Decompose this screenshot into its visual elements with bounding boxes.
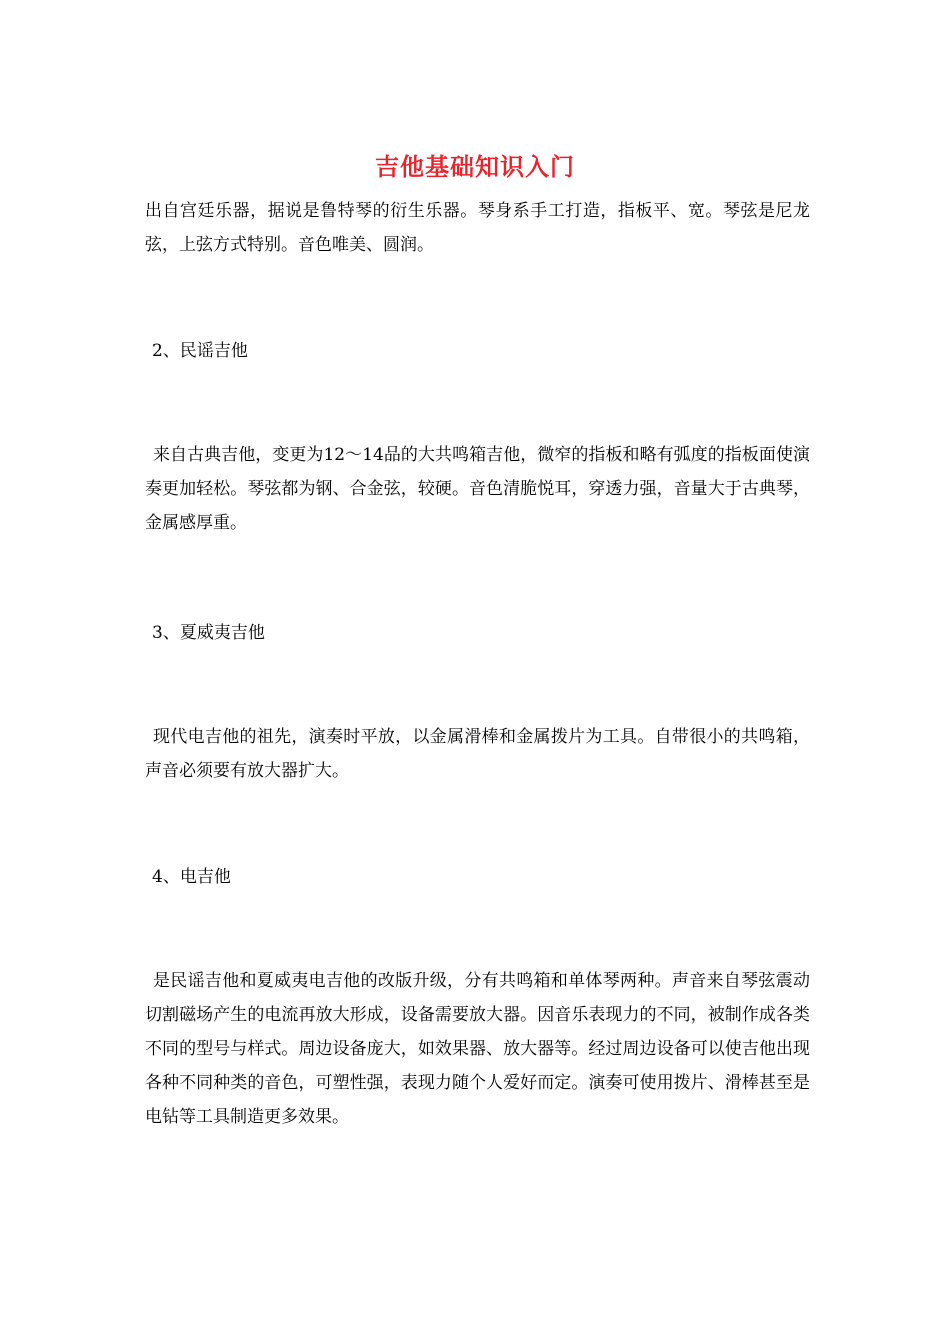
paragraph-hawaiian-guitar: 现代电吉他的祖先，演奏时平放，以金属滑棒和金属拨片为工具。自带很小的共鸣箱，声音必须要有放大器扩大。 [145,727,810,781]
heading-electric-guitar: 4、电吉他 [152,867,231,887]
heading-hawaiian-guitar: 3、夏威夷吉他 [152,623,265,643]
heading-folk-guitar: 2、民谣吉他 [152,341,248,361]
paragraph-folk-guitar: 来自古典吉他，变更为12～14品的大共鸣箱吉他，微窄的指板和略有弧度的指板面使演奏更加轻松。琴弦都为钢、合金弦，较硬。音色清脆悦耳，穿透力强，音量大于古典琴，金属感厚重。 [145,445,810,533]
paragraph-classical-guitar: 出自宫廷乐器，据说是鲁特琴的衍生乐器。琴身系手工打造，指板平、宽。琴弦是尼龙弦，上弦方式特别。音色唯美、圆润。 [145,201,810,255]
document-title: 吉他基础知识入门 [375,152,575,181]
paragraph-electric-guitar: 是民谣吉他和夏威夷电吉他的改版升级，分有共鸣箱和单体琴两种。声音来自琴弦震动切割磁场产生的电流再放大形成，设备需要放大器。因音乐表现力的不同，被制作成各类不同的型号与样式。周边设备庞大，如效果器、放大器等。经过周边设备可以使吉他出现各种不同种类的音色，可塑性强，表现力随个人爱好而定。演奏可使用拨片、滑棒甚至是电钻等工具制造更多效果。 [145,971,810,1127]
